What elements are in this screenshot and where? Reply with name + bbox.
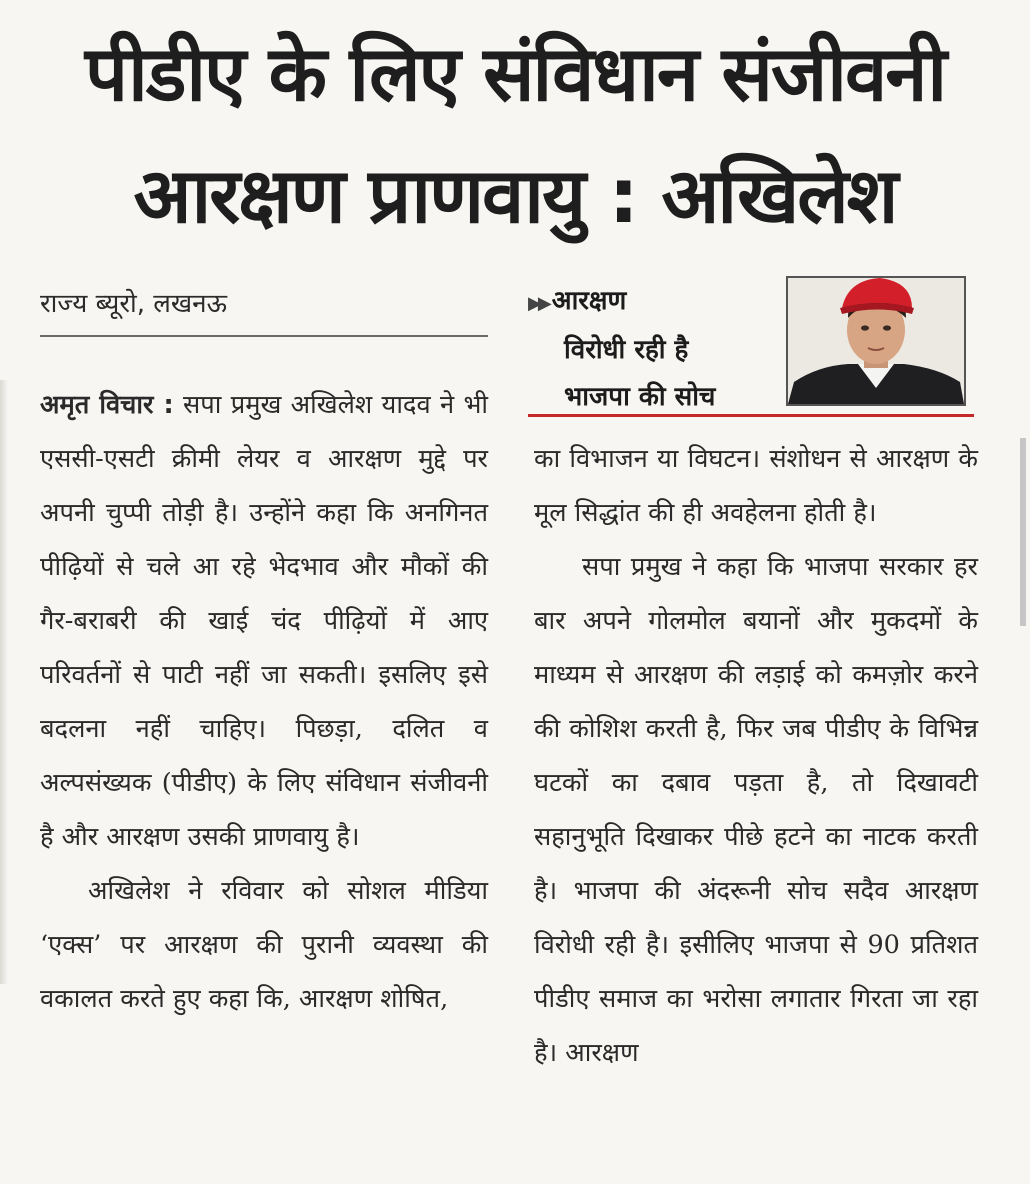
paragraph-1 xyxy=(40,378,488,864)
paragraph-2: अखिलेश ने रविवार को सोशल मीडिया ‘एक्स’ पर आरक्षण की पुरानी व्यवस्था की वकालत करते हुए कहा कि, आरक्षण शोषित, xyxy=(40,876,488,1014)
scrollbar-indicator xyxy=(1020,438,1026,626)
byline-divider xyxy=(40,335,488,337)
headline-line-1: पीडीए के लिए संविधान संजीवनी xyxy=(84,29,946,118)
paragraph-4: सपा प्रमुख ने कहा कि भाजपा सरकार हर बार अपने गोलमोल बयानों और मुकदमों के माध्यम से आरक्षण की लड़ाई को कमज़ोर करने की कोशिश करती है, फिर जब पीडीए के विभिन्न घटकों का दबाव पड़ता है, तो दिखावटी सहानुभूति दिखाकर पीछे हटने का नाटक करती है। भाजपा की अंदरूनी सोच सदैव आरक्षण विरोधी रही है। इसीलिए भाजपा से 90 प्रतिशत पीडीए समाज का भरोसा लगातार गिरता जा रहा है। आरक्षण xyxy=(534,552,978,1068)
headline-line-2: आरक्षण प्राणवायु : अखिलेश xyxy=(133,151,897,240)
double-arrow-icon: ▶▶ xyxy=(528,293,548,314)
portrait-photo xyxy=(786,276,966,406)
byline: राज्य ब्यूरो, लखनऊ xyxy=(40,289,228,319)
red-divider xyxy=(528,414,974,417)
article-column-2 xyxy=(534,432,978,1080)
portrait-illustration xyxy=(788,278,964,404)
article-column-1 xyxy=(40,378,488,1026)
paragraph-1-text: सपा प्रमुख अखिलेश यादव ने भी एससी-एसटी क्रीमी लेयर व आरक्षण मुद्दे पर अपनी चुप्पी तोड़ी है। उन्होंने कहा कि अनगिनत पीढ़ियों से चले आ रहे भेदभाव और मौकों की गैर-बराबरी की खाई चंद पीढ़ियों में आए परिवर्तनों से पाटी नहीं जा सकती। इसलिए इसे बदलना नहीं चाहिए। पिछड़ा, दलित व अल्पसंख्यक (पीडीए) के लिए संविधान संजीवनी है और आरक्षण उसकी प्राणवायु है। xyxy=(40,390,488,852)
pull-quote-line-1: आरक्षण xyxy=(551,286,627,316)
pull-quote-line-3: भाजपा की सोच xyxy=(564,382,716,412)
pull-quote-line-2: विरोधी रही है xyxy=(564,335,689,365)
paragraph-3: का विभाजन या विघटन। संशोधन से आरक्षण के मूल सिद्धांत की ही अवहेलना होती है। xyxy=(534,444,978,528)
dateline: अमृत विचार : xyxy=(40,390,174,420)
pull-quote xyxy=(528,278,778,421)
page-edge-shadow xyxy=(0,380,8,984)
